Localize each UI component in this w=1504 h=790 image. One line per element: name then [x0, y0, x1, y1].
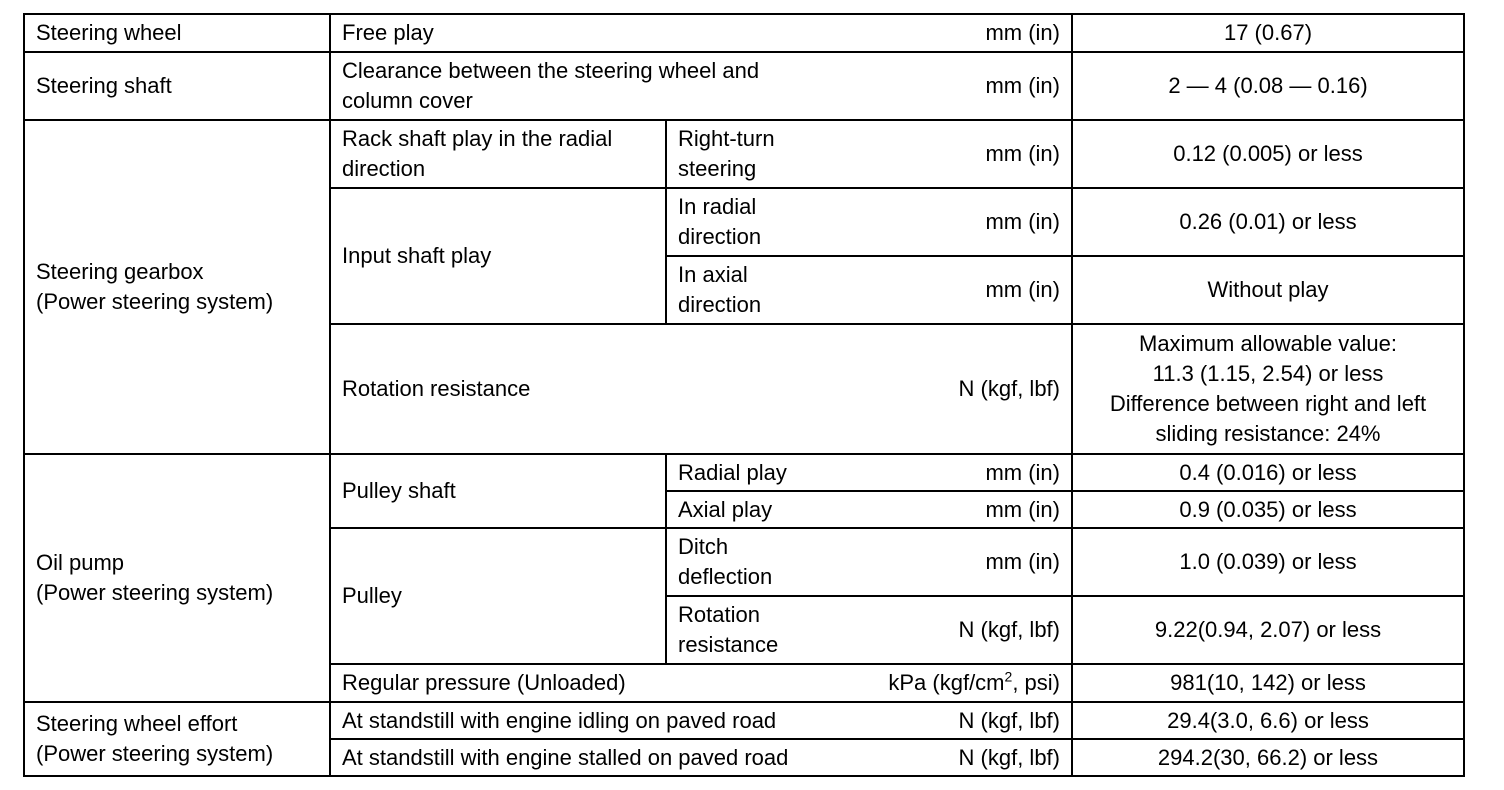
item-label: Rotation resistance [342, 376, 531, 401]
value-cell: 17 (0.67) [1072, 14, 1464, 52]
item-label: At standstill with engine stalled on paved road [342, 744, 789, 770]
item-label: Free play [342, 20, 434, 45]
unit-label: N (kgf, lbf) [958, 617, 1060, 642]
table-row [24, 454, 1464, 491]
subitem-label: Ditch deflection [678, 534, 773, 589]
unit-label: mm (in) [985, 277, 1060, 302]
component-cell: Steering wheel [24, 14, 330, 52]
unit-label [880, 668, 1060, 698]
table-row [24, 120, 1464, 188]
value-cell: 2 — 4 (0.08 — 0.16) [1072, 52, 1464, 120]
unit-label: mm (in) [985, 459, 1060, 485]
item-cell [330, 324, 1072, 454]
unit-label: mm (in) [985, 20, 1060, 45]
subitem-cell [666, 256, 1072, 324]
item-cell: Pulley [330, 528, 666, 664]
unit-superscript: 2 [1004, 668, 1013, 685]
subitem-label: In axial direction [678, 262, 762, 317]
item-cell: Input shaft play [330, 188, 666, 324]
value-cell: 0.9 (0.035) or less [1072, 491, 1464, 528]
item-cell [330, 52, 1072, 120]
unit-label: mm (in) [985, 549, 1060, 574]
subitem-label: Radial play [678, 459, 787, 485]
value-cell: Without play [1072, 256, 1464, 324]
item-cell: Pulley shaft [330, 454, 666, 528]
item-cell: Rack shaft play in the radial direction [330, 120, 666, 188]
unit-label: N (kgf, lbf) [958, 376, 1060, 401]
unit-label: mm (in) [985, 209, 1060, 234]
item-cell [330, 664, 1072, 702]
component-cell: Steering wheel effort (Power steering system) [24, 702, 330, 776]
subitem-label: Right-turn steering [678, 126, 775, 181]
subitem-label: Axial play [678, 496, 773, 522]
table-row [24, 702, 1464, 739]
item-cell [330, 739, 1072, 776]
unit-text: , psi) [1012, 670, 1060, 695]
unit-label: mm (in) [985, 496, 1060, 522]
item-cell [330, 14, 1072, 52]
item-label: Clearance between the steering wheel and column cover [342, 58, 760, 113]
value-cell: 29.4(3.0, 6.6) or less [1072, 702, 1464, 739]
item-label: At standstill with engine idling on paved road [342, 707, 777, 733]
subitem-cell [666, 454, 1072, 491]
subitem-cell [666, 528, 1072, 596]
unit-label: N (kgf, lbf) [958, 744, 1060, 770]
unit-label: mm (in) [985, 73, 1060, 98]
value-cell: 0.4 (0.016) or less [1072, 454, 1464, 491]
table-row [24, 52, 1464, 120]
subitem-cell [666, 491, 1072, 528]
value-cell: 0.12 (0.005) or less [1072, 120, 1464, 188]
table-row [24, 14, 1464, 52]
value-cell: 1.0 (0.039) or less [1072, 528, 1464, 596]
item-label: Regular pressure (Unloaded) [342, 670, 626, 695]
value-cell: Maximum allowable value: 11.3 (1.15, 2.54) or less Difference between right and left sliding resistance: 24% [1072, 324, 1464, 454]
subitem-label: Rotation resistance [678, 602, 779, 657]
subitem-cell [666, 596, 1072, 664]
unit-label: N (kgf, lbf) [958, 707, 1060, 733]
specification-table [23, 13, 1465, 777]
item-cell [330, 702, 1072, 739]
component-cell: Oil pump (Power steering system) [24, 454, 330, 702]
subitem-cell [666, 120, 1072, 188]
value-cell: 9.22(0.94, 2.07) or less [1072, 596, 1464, 664]
value-cell: 294.2(30, 66.2) or less [1072, 739, 1464, 776]
subitem-cell [666, 188, 1072, 256]
unit-label: mm (in) [985, 141, 1060, 166]
value-cell: 981(10, 142) or less [1072, 664, 1464, 702]
component-cell: Steering shaft [24, 52, 330, 120]
unit-text: kPa (kgf/cm [888, 670, 1005, 695]
component-cell: Steering gearbox (Power steering system) [24, 120, 330, 454]
subitem-label: In radial direction [678, 194, 762, 249]
value-cell: 0.26 (0.01) or less [1072, 188, 1464, 256]
